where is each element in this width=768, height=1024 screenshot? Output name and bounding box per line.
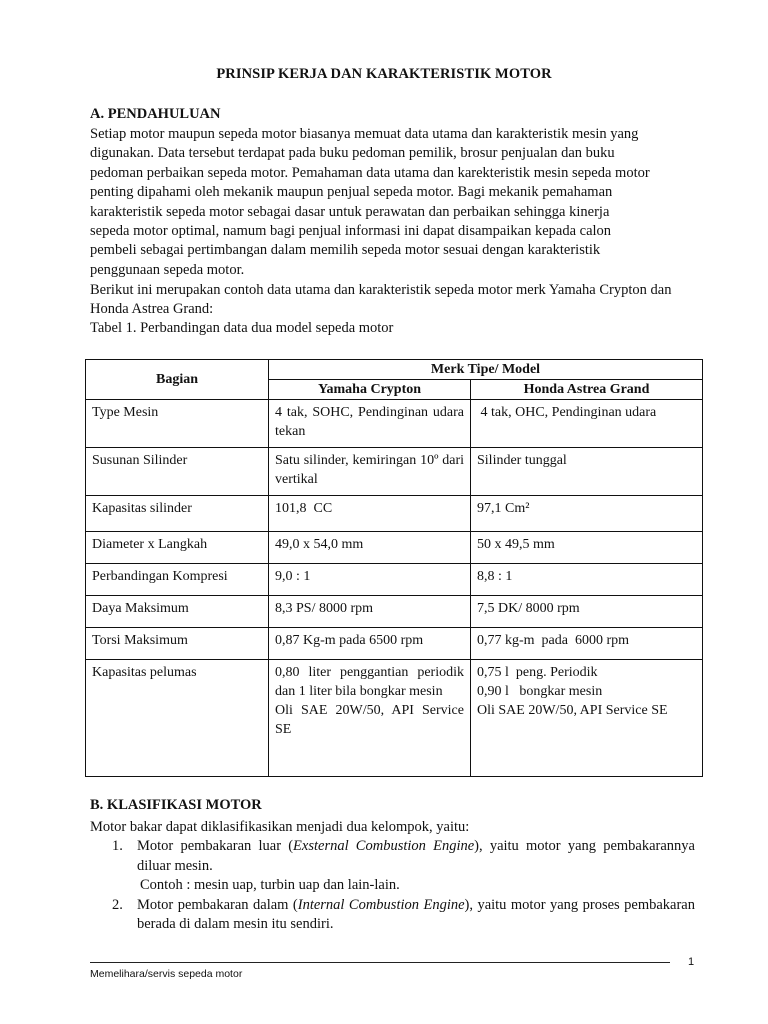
- cell-part: Daya Maksimum: [86, 596, 269, 628]
- yamaha-oil-capacity: 0,80 liter penggantian periodik dan 1 liter bila bongkar mesin: [275, 665, 464, 699]
- header-bagian: Bagian: [86, 360, 269, 400]
- cell-yamaha: 9,0 : 1: [269, 564, 471, 596]
- cell-part: Kapasitas silinder: [86, 496, 269, 532]
- page-number: 1: [688, 956, 695, 968]
- header-yamaha: Yamaha Crypton: [269, 380, 471, 400]
- cell-honda: 0,77 kg-m pada 6000 rpm: [471, 628, 703, 660]
- footer-text: Memelihara/servis sepeda motor: [90, 968, 243, 980]
- cell-honda: 4 tak, OHC, Pendinginan udara: [471, 400, 703, 448]
- table-row: [86, 564, 703, 596]
- paragraph-line: penting dipahami oleh mekanik maupun penjual sepeda motor. Bagi mekanik pemahaman: [90, 184, 613, 201]
- classification-list: [90, 818, 695, 934]
- cell-part: Type Mesin: [86, 400, 269, 448]
- table-row: [86, 496, 703, 532]
- paragraph-line: digunakan. Data tersebut terdapat pada buku pedoman pemilik, brosur penjualan dan buku: [90, 145, 615, 162]
- list-example: Contoh : mesin uap, turbin uap dan lain-lain.: [140, 877, 400, 894]
- item-term: Exsternal Combustion Engine: [293, 838, 475, 855]
- cell-honda: Silinder tunggal: [471, 448, 703, 496]
- list-item: [90, 837, 695, 876]
- intro-paragraph: [90, 125, 695, 280]
- honda-oil-overhaul: 0,90 l bongkar mesin: [477, 684, 603, 699]
- cell-part: Kapasitas pelumas: [86, 660, 269, 777]
- paragraph-line: Setiap motor maupun sepeda motor biasanya memuat data utama dan karakteristik mesin yang: [90, 126, 639, 142]
- footer-divider: [90, 962, 670, 963]
- item-term: Internal Combustion Engine: [297, 896, 465, 913]
- item-text: ), yaitu motor yang pembakarannya diluar mesin.: [137, 838, 695, 874]
- list-item: [90, 896, 695, 935]
- cell-yamaha: 8,3 PS/ 8000 rpm: [269, 596, 471, 628]
- section-b-heading: B. KLASIFIKASI MOTOR: [90, 797, 262, 813]
- section-a-heading: A. PENDAHULUAN: [90, 106, 221, 122]
- cell-honda: [471, 660, 703, 777]
- yamaha-oil-spec: Oli SAE 20W/50, API Service SE: [275, 703, 464, 737]
- paragraph-line: sepeda motor optimal, namum bagi penjual informasi ini dapat disampaikan kepada calon: [90, 223, 612, 240]
- cell-honda: 97,1 Cm²: [471, 496, 703, 532]
- document-title: PRINSIP KERJA DAN KARAKTERISTIK MOTOR: [216, 66, 552, 82]
- paragraph-line: penggunaan sepeda motor.: [90, 261, 245, 278]
- cell-yamaha: 0,87 Kg-m pada 6500 rpm: [269, 628, 471, 660]
- cell-part: Torsi Maksimum: [86, 628, 269, 660]
- table-row: [86, 448, 703, 496]
- item-text: Motor pembakaran dalam (: [137, 896, 298, 913]
- cell-yamaha: [269, 660, 471, 777]
- cell-part: Perbandingan Kompresi: [86, 564, 269, 596]
- item-text: ), yaitu motor yang proses pembakaran berada di dalam mesin itu sendiri.: [137, 896, 695, 933]
- paragraph-line: pembeli sebagai pertimbangan dalam memilih sepeda motor sesuai dengan karakteristik: [90, 242, 601, 259]
- cell-honda: 8,8 : 1: [471, 564, 703, 596]
- list-number: 2.: [112, 896, 123, 913]
- cell-yamaha: Satu silinder, kemiringan 10º dari vertikal: [269, 448, 471, 496]
- example-intro-paragraph: Berikut ini merupakan contoh data utama dan karakteristik sepeda motor merk Yamaha Crypton dan Honda Astrea Grand:: [90, 282, 672, 318]
- comparison-table: [85, 359, 703, 777]
- cell-honda: 7,5 DK/ 8000 rpm: [471, 596, 703, 628]
- honda-oil-spec: Oli SAE 20W/50, API Service SE: [477, 703, 668, 718]
- list-number: 1.: [112, 838, 123, 855]
- classification-intro: Motor bakar dapat diklasifikasikan menjadi dua kelompok, yaitu:: [90, 819, 470, 835]
- cell-part: Diameter x Langkah: [86, 532, 269, 564]
- table-caption: Tabel 1. Perbandingan data dua model sepeda motor: [90, 320, 394, 336]
- table-row: [86, 596, 703, 628]
- cell-yamaha: 49,0 x 54,0 mm: [269, 532, 471, 564]
- cell-honda: 50 x 49,5 mm: [471, 532, 703, 564]
- paragraph-line: karakteristik sepeda motor sebagai dasar untuk perawatan dan perbaikan sehingga kinerja: [90, 203, 610, 220]
- paragraph-line: pedoman perbaikan sepeda motor. Pemahaman data utama dan karekteristik mesin sepeda motor: [90, 164, 650, 181]
- item-text: Motor pembakaran luar (: [137, 838, 294, 855]
- table-row: [86, 532, 703, 564]
- cell-part: Susunan Silinder: [86, 448, 269, 496]
- header-merk-tipe-model: Merk Tipe/ Model: [269, 360, 703, 380]
- honda-oil-periodic: 0,75 l peng. Periodik: [477, 665, 598, 680]
- cell-yamaha: 101,8 CC: [269, 496, 471, 532]
- table-row: [86, 628, 703, 660]
- table-row: [86, 660, 703, 777]
- table-row: [86, 400, 703, 448]
- cell-yamaha: 4 tak, SOHC, Pendinginan udara tekan: [269, 400, 471, 448]
- header-honda: Honda Astrea Grand: [471, 380, 703, 400]
